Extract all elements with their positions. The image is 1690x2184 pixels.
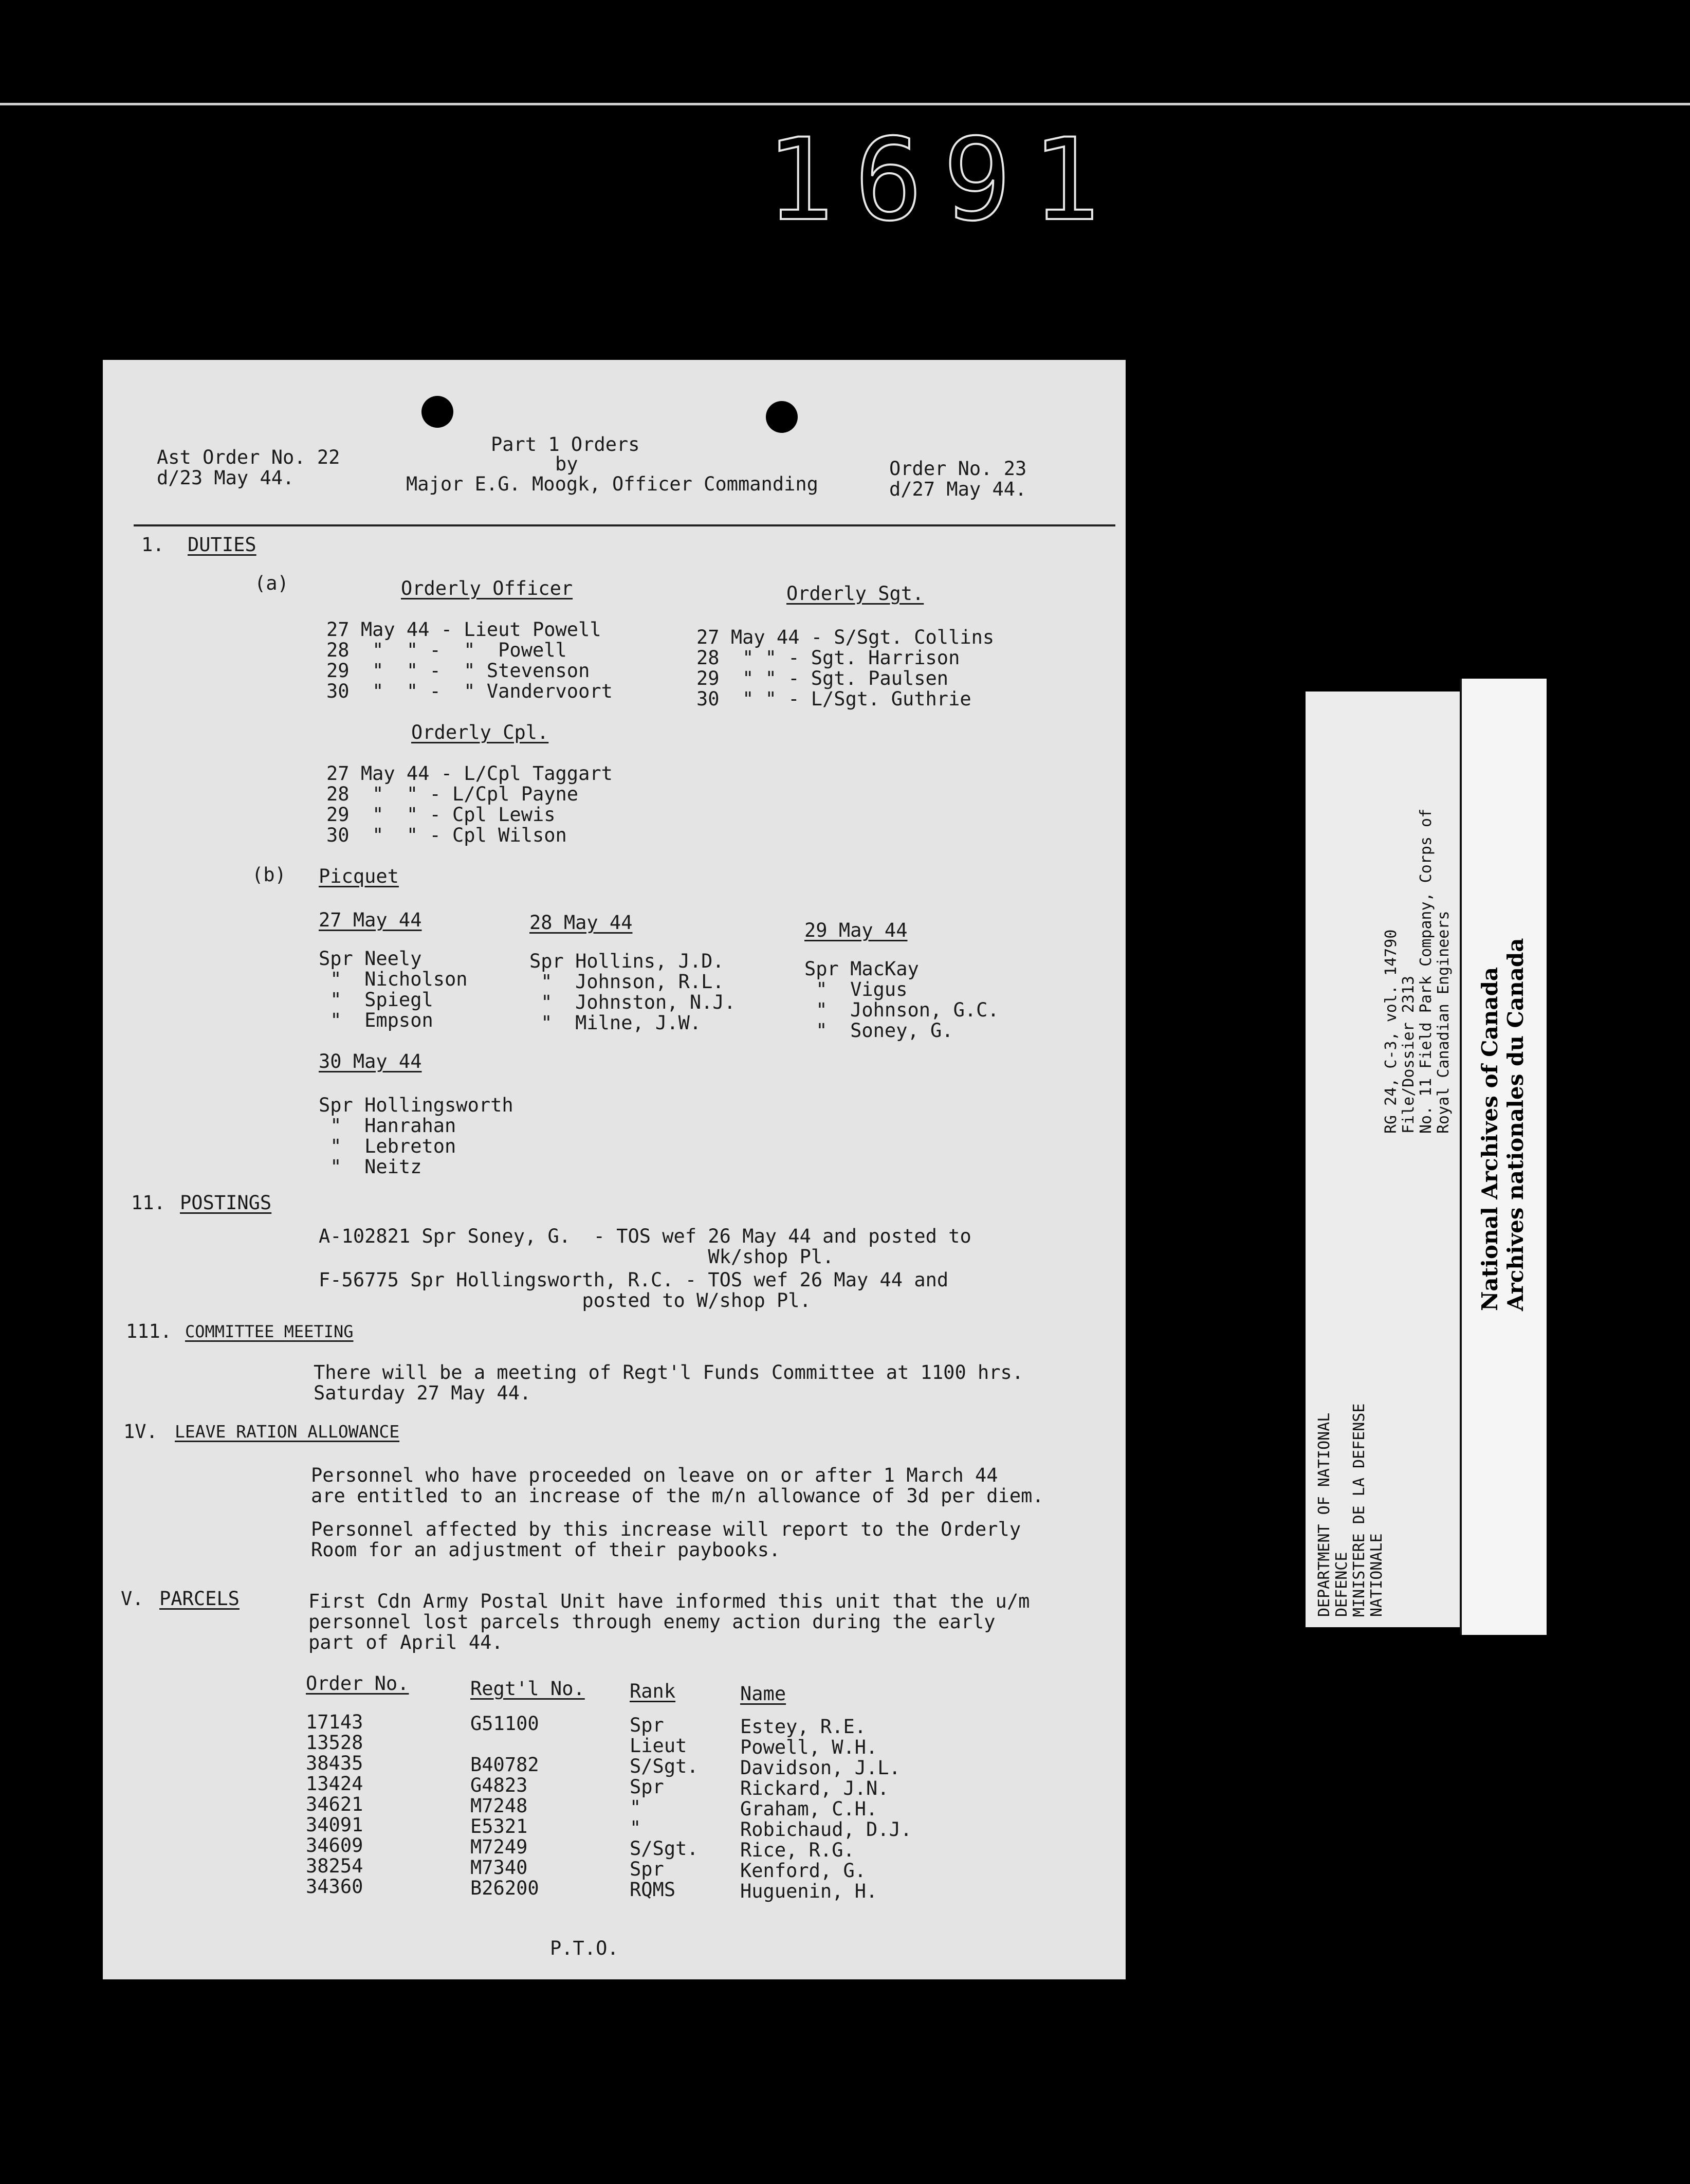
rank-cell: " bbox=[630, 1796, 641, 1818]
national-archives-stamp bbox=[1460, 679, 1547, 1635]
section-5-heading: PARCELS bbox=[159, 1588, 240, 1610]
section-1-heading: DUTIES bbox=[188, 534, 256, 556]
orderly-sgt-row: 27 May 44 - S/Sgt. Collins bbox=[696, 626, 995, 648]
officer-commanding: Major E.G. Moogk, Officer Commanding bbox=[406, 473, 818, 495]
posting-line: posted to W/shop Pl. bbox=[319, 1289, 811, 1312]
picquet-name: " Spiegl bbox=[319, 989, 433, 1011]
picquet-name: " Lebreton bbox=[319, 1135, 456, 1157]
picquet-name: " Neitz bbox=[319, 1156, 422, 1178]
reference-line: RG 24, C-3, vol. 14790 bbox=[1382, 929, 1400, 1134]
picquet-date: 30 May 44 bbox=[319, 1050, 422, 1072]
parcels-text: First Cdn Army Postal Unit have informed this unit that the u/m bbox=[308, 1590, 1030, 1612]
section-2-heading: POSTINGS bbox=[180, 1192, 272, 1214]
picquet-name: " Johnson, G.C. bbox=[804, 999, 999, 1021]
document-page bbox=[103, 360, 1126, 1979]
picquet-name: " Milne, J.W. bbox=[529, 1012, 702, 1034]
orderly-sgt-title: Orderly Sgt. bbox=[786, 583, 924, 605]
subsection-a: (a) bbox=[254, 572, 289, 594]
picquet-name: " Johnston, N.J. bbox=[529, 991, 736, 1013]
department-line: NATIONALE bbox=[1368, 1533, 1386, 1617]
name-cell: Huguenin, H. bbox=[740, 1880, 878, 1902]
parcels-text: part of April 44. bbox=[308, 1631, 503, 1653]
picquet-name: " Soney, G. bbox=[804, 1020, 953, 1042]
parcels-text: personnel lost parcels through enemy action during the early bbox=[308, 1611, 996, 1633]
picquet-title: Picquet bbox=[319, 865, 399, 887]
subsection-b: (b) bbox=[252, 864, 286, 886]
national-archives-en: National Archives of Canada bbox=[1477, 967, 1502, 1311]
regtl-no-cell: G4823 bbox=[470, 1774, 528, 1796]
please-turn-over: P.T.O. bbox=[550, 1937, 619, 1959]
column-header-rank: Rank bbox=[630, 1680, 676, 1702]
rank-cell: Spr bbox=[630, 1714, 664, 1736]
section-3-heading: COMMITTEE MEETING bbox=[185, 1322, 354, 1341]
leave-text: are entitled to an increase of the m/n allowance of 3d per diem. bbox=[311, 1485, 1044, 1507]
order-no-cell: 34360 bbox=[306, 1876, 363, 1898]
reference-line: Royal Canadian Engineers bbox=[1435, 911, 1453, 1134]
order-no-cell: 13424 bbox=[306, 1773, 363, 1795]
rank-cell: S/Sgt. bbox=[630, 1755, 699, 1777]
regtl-no-cell: B26200 bbox=[470, 1877, 539, 1899]
orderly-sgt-row: 28 " " - Sgt. Harrison bbox=[696, 647, 960, 669]
rank-cell: S/Sgt. bbox=[630, 1837, 699, 1860]
section-5-number: V. bbox=[121, 1588, 144, 1610]
header-rule bbox=[134, 524, 1115, 526]
punch-hole bbox=[421, 396, 453, 428]
orderly-sgt-row: 30 " " - L/Sgt. Guthrie bbox=[696, 688, 971, 710]
name-cell: Estey, R.E. bbox=[740, 1716, 867, 1738]
orderly-sgt-row: 29 " " - Sgt. Paulsen bbox=[696, 667, 949, 689]
name-cell: Kenford, G. bbox=[740, 1860, 867, 1882]
column-header-regtl-no: Regt'l No. bbox=[470, 1678, 585, 1700]
frame-number: 1691 bbox=[766, 114, 1120, 246]
name-cell: Powell, W.H. bbox=[740, 1736, 878, 1758]
rank-cell: RQMS bbox=[630, 1879, 676, 1901]
picquet-name: " Johnson, R.L. bbox=[529, 971, 724, 993]
regtl-no-cell: M7340 bbox=[470, 1857, 528, 1879]
order-no-cell: 38435 bbox=[306, 1752, 363, 1774]
column-header-order-no: Order No. bbox=[306, 1672, 409, 1695]
regtl-no-cell: G51100 bbox=[470, 1713, 539, 1735]
picquet-date: 29 May 44 bbox=[804, 919, 908, 941]
picquet-name: " Empson bbox=[319, 1009, 433, 1031]
posting-line: F-56775 Spr Hollingsworth, R.C. - TOS wef 26 May 44 and bbox=[319, 1269, 949, 1291]
rank-cell: Spr bbox=[630, 1858, 664, 1880]
order-no-cell: 17143 bbox=[306, 1711, 363, 1733]
department-line: DEPARTMENT OF NATIONAL bbox=[1315, 1412, 1333, 1617]
national-archives-fr: Archives nationales du Canada bbox=[1503, 938, 1528, 1311]
orderly-officer-title: Orderly Officer bbox=[401, 577, 573, 599]
picquet-name: Spr Hollingsworth bbox=[319, 1094, 513, 1116]
orderly-cpl-title: Orderly Cpl. bbox=[411, 721, 549, 743]
order-date: d/27 May 44. bbox=[889, 478, 1027, 500]
film-edge-line bbox=[0, 103, 1690, 105]
last-order-number: Ast Order No. 22 bbox=[157, 446, 340, 468]
posting-line: Wk/shop Pl. bbox=[319, 1246, 834, 1268]
section-1-number: 1. bbox=[141, 534, 164, 556]
regtl-no-cell: M7248 bbox=[470, 1795, 528, 1817]
name-cell: Robichaud, D.J. bbox=[740, 1818, 912, 1841]
order-no-cell: 34609 bbox=[306, 1834, 363, 1857]
order-no-cell: 34091 bbox=[306, 1814, 363, 1836]
document-title: Part 1 Orders bbox=[491, 433, 640, 456]
picquet-name: Spr MacKay bbox=[804, 958, 919, 980]
orderly-officer-row: 29 " " - " Stevenson bbox=[326, 660, 590, 682]
orderly-cpl-row: 27 May 44 - L/Cpl Taggart bbox=[326, 762, 613, 785]
rank-cell: Lieut bbox=[630, 1735, 687, 1757]
section-4-heading: LEAVE RATION ALLOWANCE bbox=[175, 1422, 400, 1442]
leave-text: Personnel affected by this increase will report to the Orderly bbox=[311, 1518, 1021, 1540]
orderly-officer-row: 30 " " - " Vandervoort bbox=[326, 680, 613, 702]
section-4-number: 1V. bbox=[123, 1421, 158, 1443]
archive-label bbox=[1306, 691, 1460, 1627]
section-3-number: 111. bbox=[126, 1320, 172, 1342]
department-line: DEFENCE bbox=[1333, 1552, 1351, 1617]
order-number: Order No. 23 bbox=[889, 458, 1027, 480]
punch-hole bbox=[766, 401, 798, 433]
committee-text: There will be a meeting of Regt'l Funds Committee at 1100 hrs. bbox=[314, 1361, 1024, 1384]
leave-text: Room for an adjustment of their paybooks. bbox=[311, 1539, 781, 1561]
section-2-number: 11. bbox=[131, 1192, 166, 1214]
picquet-name: " Hanrahan bbox=[319, 1115, 456, 1137]
leave-text: Personnel who have proceeded on leave on or after 1 March 44 bbox=[311, 1464, 998, 1486]
name-cell: Rice, R.G. bbox=[740, 1839, 855, 1861]
regtl-no-cell: B40782 bbox=[470, 1754, 539, 1776]
orderly-officer-row: 28 " " - " Powell bbox=[326, 639, 567, 661]
orderly-officer-row: 27 May 44 - Lieut Powell bbox=[326, 618, 601, 641]
rank-cell: Spr bbox=[630, 1776, 664, 1798]
regtl-no-cell: M7249 bbox=[470, 1836, 528, 1858]
orderly-cpl-row: 30 " " - Cpl Wilson bbox=[326, 824, 567, 846]
name-cell: Davidson, J.L. bbox=[740, 1757, 901, 1779]
picquet-date: 27 May 44 bbox=[319, 909, 422, 931]
picquet-date: 28 May 44 bbox=[529, 912, 633, 934]
orderly-cpl-row: 28 " " - L/Cpl Payne bbox=[326, 783, 579, 805]
column-header-name: Name bbox=[740, 1683, 786, 1705]
picquet-name: Spr Neely bbox=[319, 948, 422, 970]
by-line: by bbox=[555, 453, 578, 475]
regtl-no-cell: E5321 bbox=[470, 1815, 528, 1837]
last-order-date: d/23 May 44. bbox=[157, 467, 295, 489]
posting-line: A-102821 Spr Soney, G. - TOS wef 26 May 44 and posted to bbox=[319, 1225, 971, 1247]
order-no-cell: 34621 bbox=[306, 1793, 363, 1815]
reference-line: File/Dossier 2313 bbox=[1400, 975, 1418, 1134]
picquet-name: " Nicholson bbox=[319, 968, 468, 990]
committee-text: Saturday 27 May 44. bbox=[314, 1382, 531, 1404]
picquet-name: Spr Hollins, J.D. bbox=[529, 950, 724, 972]
department-line: MINISTERE DE LA DEFENSE bbox=[1350, 1403, 1368, 1617]
name-cell: Graham, C.H. bbox=[740, 1798, 878, 1820]
rank-cell: " bbox=[630, 1817, 641, 1839]
order-no-cell: 38254 bbox=[306, 1855, 363, 1877]
picquet-name: " Vigus bbox=[804, 978, 908, 1000]
orderly-cpl-row: 29 " " - Cpl Lewis bbox=[326, 804, 556, 826]
reference-line: No. 11 Field Park Company, Corps of bbox=[1417, 808, 1435, 1134]
order-no-cell: 13528 bbox=[306, 1732, 363, 1754]
name-cell: Rickard, J.N. bbox=[740, 1777, 889, 1799]
